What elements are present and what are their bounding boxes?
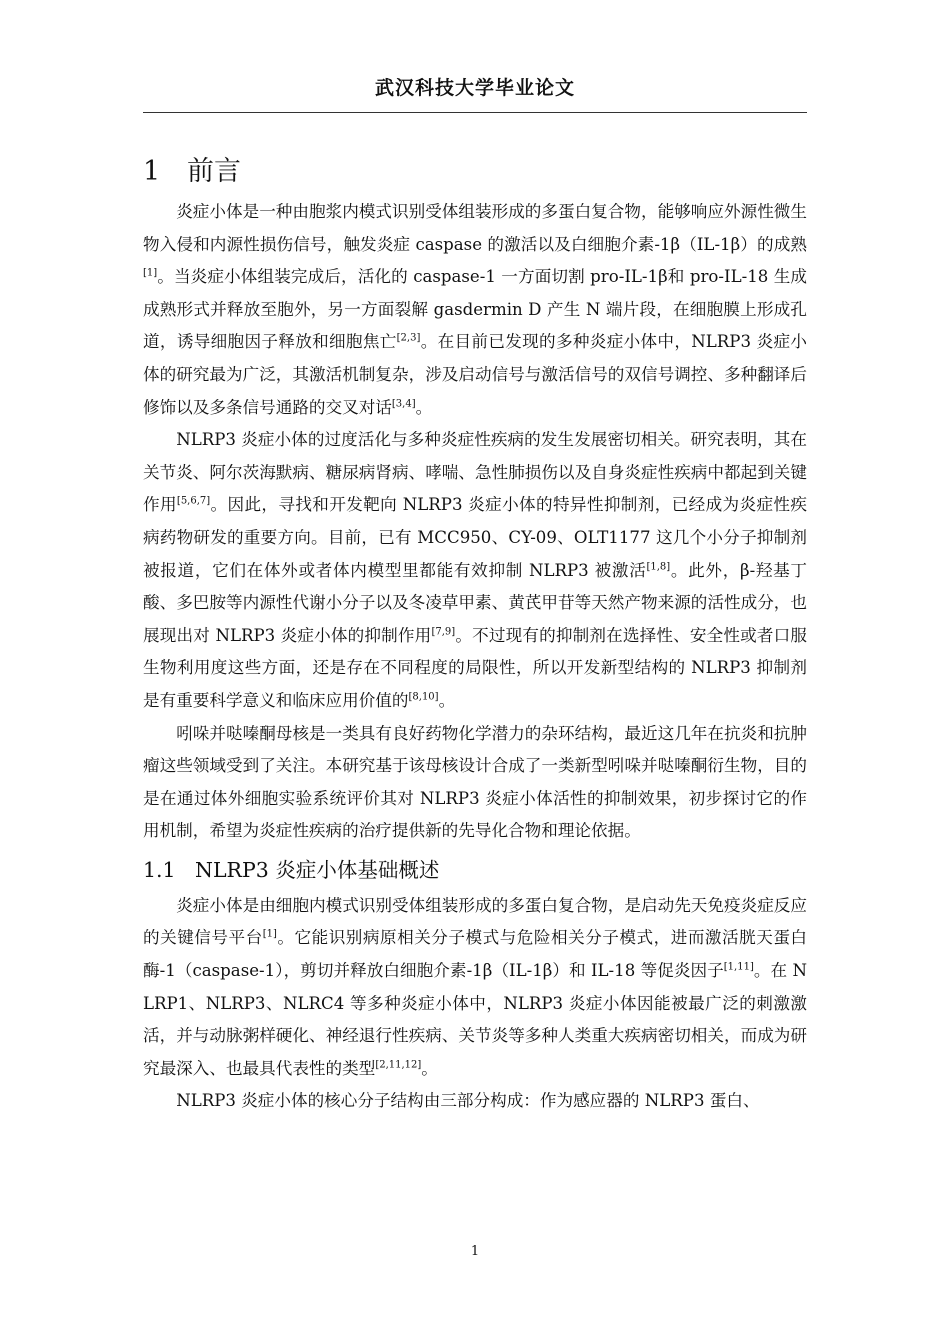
section-title: 前言: [187, 156, 241, 187]
paragraph-text: 吲哚并哒嗪酮母核是一类具有良好药物化学潜力的杂环结构，最近这几年在抗炎和抗肿瘤这些领域受到了关注。本研究基于该母核设计合成了一类新型吲哚并哒嗪酮衍生物，目的是在通过体外细胞实验系统评价其对 NLRP3 炎症小体活性的抑制效果，初步探讨它的作用机制，希望为炎症性疾病的治疗提供新的先导化合物和理论依据。: [143, 723, 807, 841]
running-header: 武汉科技大学毕业论文: [374, 77, 575, 99]
paragraph-text: 。当炎症小体组装完成后，活化的 caspase-1 一方面切割 pro-IL-1β和 pro-IL-18 生成成熟形式并释放至胞外，另一方面裂解 gasdermin D 产生 N 端片段，在细胞膜上形成孔道，诱导细胞因子释放和细胞焦亡: [143, 267, 807, 352]
paragraph-text: 。它能识别病原相关分子模式与危险相关分子模式，进而激活胱天蛋白酶-1（caspase-1），剪切并释放白细胞介素-1β（IL-1β）和 IL-18 等促炎因子: [143, 928, 808, 981]
header-divider: [143, 112, 807, 113]
paragraph-text: 。: [421, 1058, 438, 1078]
paragraph: [143, 424, 807, 717]
paragraph-text: 。: [415, 397, 433, 417]
paragraph-text: 炎症小体是由细胞内模式识别受体组装形成的多蛋白复合物，是启动先天免疫炎症反应的关键信号平台: [143, 895, 807, 948]
citation: [5,6,7]: [176, 495, 211, 507]
citation: [2,3]: [396, 332, 421, 344]
subsection-title: NLRP3 炎症小体基础概述: [195, 857, 440, 882]
citation: [3,4]: [391, 398, 416, 410]
section-number: 1: [143, 156, 161, 187]
citation: [1]: [262, 928, 277, 940]
paragraph-text: 。在 NLRP1、NLRP3、NLRC4 等多种炎症小体中，NLRP3 炎症小体因能被最广泛的刺激激活，并与动脉粥样硬化、神经退行性疾病、关节炎等多种人类重大疾病密切相关，而成为研究最深入、也最具代表性的类型: [143, 961, 808, 1078]
citation: [1]: [143, 267, 158, 279]
citation: [1,8]: [646, 561, 671, 572]
paragraph: [143, 1085, 807, 1118]
paragraph-text: 。在目前已发现的多种炎症小体中，NLRP3 炎症小体的研究最为广泛，其激活机制复杂，涉及启动信号与激活信号的双信号调控、多种翻译后修饰以及多条信号通路的交叉对话: [143, 332, 808, 417]
paragraph-text: 。因此，寻找和开发靶向 NLRP3 炎症小体的特异性抑制剂，已经成为炎症性疾病药物研发的重要方向。目前，已有 MCC950、CY-09、OLT1177 这几个小分子抑制剂被报道，它们在体外或者体内模型里都能有效抑制 NLRP3 被激活: [143, 495, 807, 580]
citation: [2,11,12]: [375, 1059, 422, 1071]
paragraph-text: 。: [438, 690, 456, 710]
subsection-heading: [143, 850, 807, 890]
citation: [7,9]: [431, 626, 456, 638]
paragraph: [143, 718, 807, 848]
paragraph: [143, 196, 807, 424]
paragraph-text: 。此外，β-羟基丁酸、多巴胺等内源性代谢小分子以及冬凌草甲素、黄芪甲苷等天然产物来源的活性成分，也展现出对 NLRP3 炎症小体的抑制作用: [143, 560, 807, 645]
body-text: [143, 150, 807, 1118]
subsection-number: 1.1: [143, 857, 176, 882]
citation: [1,11]: [723, 961, 754, 973]
page-number: 1: [470, 1244, 480, 1259]
paragraph-text: NLRP3 炎症小体的核心分子结构由三部分构成：作为感应器的 NLRP3 蛋白、: [176, 1091, 760, 1111]
citation: [8,10]: [408, 691, 439, 703]
section-heading: [143, 150, 807, 194]
paragraph-text: 。不过现有的抑制剂在选择性、安全性或者口服生物利用度这些方面，还是存在不同程度的局限性，所以开发新型结构的 NLRP3 抑制剂是有重要科学意义和临床应用价值的: [143, 625, 807, 710]
paragraph-text: NLRP3 炎症小体的过度活化与多种炎症性疾病的发生发展密切相关。研究表明，其在关节炎、阿尔茨海默病、糖尿病肾病、哮喘、急性肺损伤以及自身炎症性疾病中都起到关键作用: [143, 430, 807, 515]
paragraph-text: 炎症小体是一种由胞浆内模式识别受体组装形成的多蛋白复合物，能够响应外源性微生物入侵和内源性损伤信号，触发炎症 caspase 的激活以及白细胞介素-1β（IL-1β）的成熟: [143, 202, 807, 254]
paragraph: [143, 890, 807, 1086]
